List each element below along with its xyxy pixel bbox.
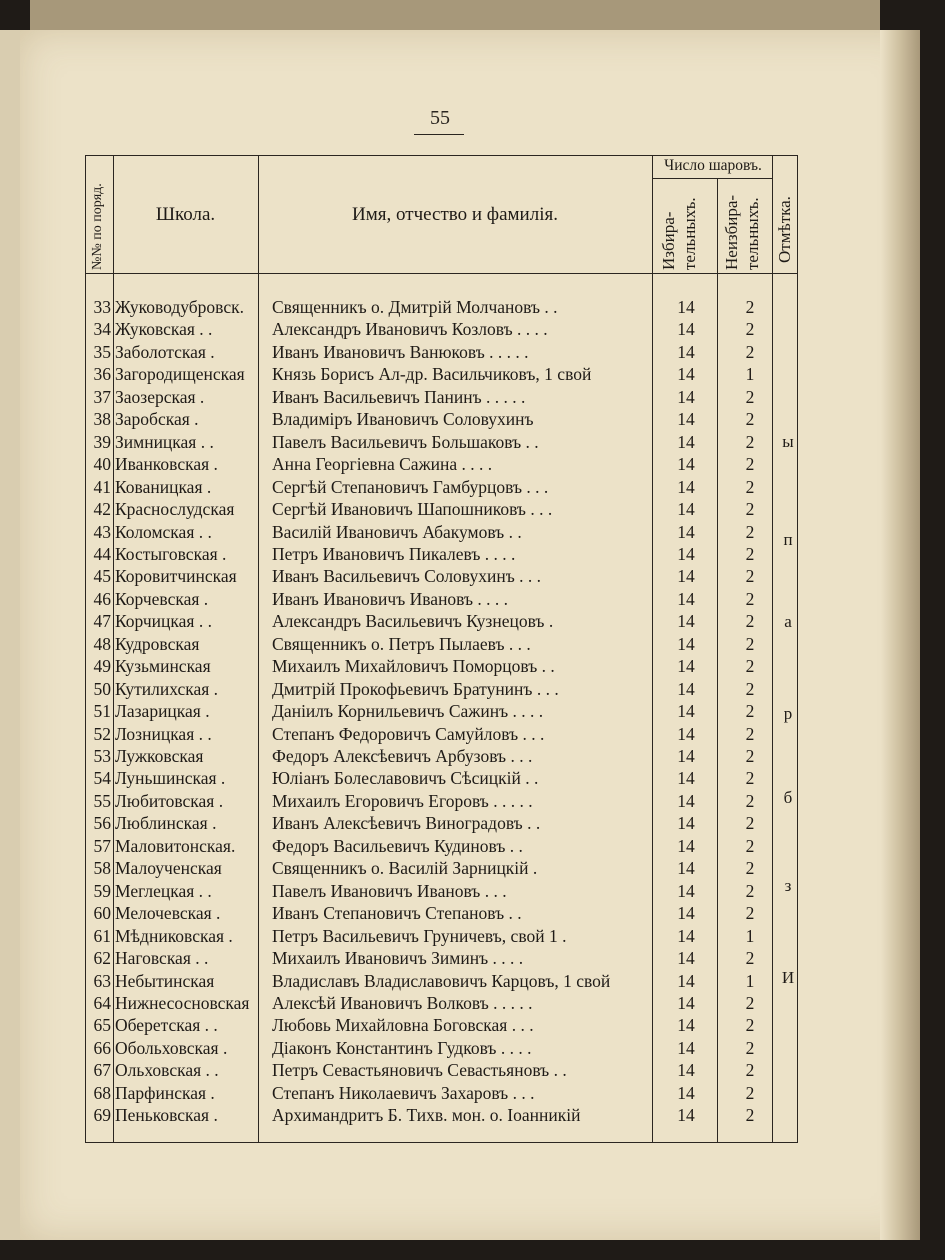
table-row (85, 431, 785, 454)
row-num: 45 (93, 566, 111, 587)
row-name: Александръ Васильевичъ Кузнецовъ . (272, 611, 554, 632)
row-electoral: 14 (677, 543, 695, 564)
header-electoral-line2: тельныхъ. (680, 197, 699, 270)
table-row (85, 476, 785, 499)
row-electoral: 14 (677, 970, 695, 991)
row-name: Князь Борисъ Ал-др. Васильчиковъ, 1 свой (272, 364, 592, 385)
row-electoral: 14 (677, 1082, 695, 1103)
row-school: Ольховская . . (115, 1060, 219, 1081)
row-num: 39 (93, 431, 111, 452)
row-electoral: 14 (677, 948, 695, 969)
row-electoral: 14 (677, 1105, 695, 1126)
row-electoral: 14 (677, 1015, 695, 1036)
note-letter: п (783, 530, 793, 549)
row-num: 41 (93, 476, 111, 497)
row-num: 68 (93, 1082, 111, 1103)
row-electoral: 14 (677, 768, 695, 789)
row-school: Меглецкая . . (115, 880, 212, 901)
table-row (85, 857, 785, 880)
row-school: Жуководубровск. (115, 297, 244, 317)
row-school: Корчевская . (115, 588, 209, 609)
row-nonelectoral: 2 (745, 543, 755, 564)
row-nonelectoral: 2 (745, 409, 755, 430)
page-number: 55 (430, 107, 450, 129)
row-electoral: 14 (677, 835, 695, 856)
row-electoral: 14 (677, 611, 695, 632)
header-nonelectoral-line1: Неизбира- (722, 194, 741, 270)
row-name: Василій Ивановичъ Абакумовъ . . (272, 521, 522, 542)
row-name: Павелъ Ивановичъ Ивановъ . . . (272, 880, 507, 901)
row-num: 35 (93, 341, 111, 362)
row-electoral: 14 (677, 588, 695, 609)
row-nonelectoral: 2 (745, 521, 755, 542)
row-num: 49 (93, 656, 111, 677)
table-row (85, 386, 785, 409)
balls-header-rule (652, 178, 772, 179)
row-name: Иванъ Ивановичъ Ивановъ . . . . (272, 588, 509, 609)
row-electoral: 14 (677, 992, 695, 1013)
row-electoral: 14 (677, 723, 695, 744)
table-row (85, 588, 785, 611)
table-row (85, 925, 785, 948)
row-electoral: 14 (677, 431, 695, 452)
note-letter: з (784, 876, 792, 895)
row-school: Кудровская (115, 633, 200, 654)
row-school: Луньшинская . (115, 768, 226, 789)
row-nonelectoral: 2 (745, 499, 755, 520)
row-num: 65 (93, 1015, 111, 1036)
header-school: Школа. (155, 204, 216, 225)
table-row (85, 543, 785, 566)
row-school: Оберетская . . (115, 1015, 218, 1036)
row-nonelectoral: 2 (745, 701, 755, 722)
row-electoral: 14 (677, 746, 695, 766)
row-num: 47 (93, 611, 111, 632)
row-nonelectoral: 2 (745, 611, 755, 632)
row-name: Священникъ о. Василій Зарницкій . (272, 858, 538, 879)
row-name: Архимандритъ Б. Тихв. мон. о. Іоанникій (272, 1105, 581, 1126)
row-name: Иванъ Алексѣевичъ Виноградовъ . . (272, 813, 541, 834)
row-name: Дмитрій Прокофьевичъ Братунинъ . . . (272, 678, 559, 699)
row-nonelectoral: 1 (745, 364, 755, 385)
row-nonelectoral: 2 (745, 835, 755, 856)
row-name: Александръ Ивановичъ Козловъ . . . . (272, 319, 548, 340)
row-school: Заозерская . (115, 386, 205, 407)
row-name: Павелъ Васильевичъ Большаковъ . . (272, 431, 539, 452)
note-letter: р (783, 704, 793, 723)
row-nonelectoral: 2 (745, 813, 755, 834)
row-num: 37 (93, 386, 111, 407)
table-row (85, 1059, 785, 1082)
header-name: Имя, отчество и фамилія. (352, 204, 558, 225)
row-name: Священникъ о. Дмитрій Молчановъ . . (272, 297, 558, 317)
row-nonelectoral: 2 (745, 678, 755, 699)
row-nonelectoral: 2 (745, 1060, 755, 1081)
row-electoral: 14 (677, 880, 695, 901)
note-letter: б (783, 788, 793, 807)
note-letter: а (784, 612, 792, 631)
row-nonelectoral: 2 (745, 746, 755, 766)
table-row (85, 1104, 785, 1127)
header-nonelectoral-line2: тельныхъ. (743, 197, 762, 270)
row-school: Мѣдниковская . (115, 925, 233, 946)
row-num: 48 (93, 633, 111, 654)
row-electoral: 14 (677, 476, 695, 497)
row-num: 43 (93, 521, 111, 542)
table-top-rule (85, 155, 797, 156)
row-school: Заробская . (115, 409, 199, 430)
row-school: Парфинская . (115, 1082, 215, 1103)
row-school: Коломская . . (115, 521, 212, 542)
row-name: Федоръ Васильевичъ Кудиновъ . . (272, 835, 523, 856)
row-num: 40 (93, 454, 111, 475)
table-bottom-rule (85, 1142, 797, 1143)
row-electoral: 14 (677, 386, 695, 407)
table-row (85, 880, 785, 903)
row-nonelectoral: 2 (745, 341, 755, 362)
row-name: Сергѣй Ивановичъ Шапошниковъ . . . (272, 499, 553, 520)
row-num: 67 (93, 1060, 111, 1081)
row-num: 53 (93, 746, 111, 766)
row-nonelectoral: 2 (745, 1105, 755, 1126)
row-school: Зимницкая . . (115, 431, 214, 452)
row-school: Нижнесосновская (115, 992, 250, 1013)
row-num: 63 (93, 970, 111, 991)
row-school: Кованицкая . (115, 476, 212, 497)
row-name: Степанъ Федоровичъ Самуйловъ . . . (272, 723, 545, 744)
row-nonelectoral: 2 (745, 566, 755, 587)
table-row (85, 341, 785, 364)
row-electoral: 14 (677, 678, 695, 699)
row-num: 34 (93, 319, 111, 340)
row-num: 59 (93, 880, 111, 901)
table-row (85, 992, 785, 1015)
row-name: Иванъ Ивановичъ Ванюковъ . . . . . (272, 341, 529, 362)
row-school: Небытинская (115, 970, 215, 991)
table-row (85, 790, 785, 813)
row-nonelectoral: 2 (745, 858, 755, 879)
row-num: 50 (93, 678, 111, 699)
row-name: Петръ Ивановичъ Пикалевъ . . . . (272, 543, 516, 564)
table-row (85, 970, 785, 993)
row-nonelectoral: 2 (745, 431, 755, 452)
row-school: Лозницкая . . (115, 723, 212, 744)
row-num: 56 (93, 813, 111, 834)
row-num: 64 (93, 992, 111, 1013)
row-school: Кутилихская . (115, 678, 219, 699)
row-school: Заболотская . (115, 341, 215, 362)
row-nonelectoral: 2 (745, 588, 755, 609)
header-electoral-line1: Избира- (659, 211, 678, 270)
table-row (85, 408, 785, 431)
row-num: 66 (93, 1037, 111, 1058)
header-note: Отмѣтка. (775, 196, 794, 263)
row-nonelectoral: 2 (745, 297, 755, 317)
col-rule-right (797, 155, 798, 1143)
row-num: 51 (93, 701, 111, 722)
row-school: Мелочевская . (115, 903, 221, 924)
row-name: Даніилъ Корнильевичъ Сажинъ . . . . (272, 701, 544, 722)
row-school: Коровитчинская (115, 566, 237, 587)
row-electoral: 14 (677, 858, 695, 879)
row-nonelectoral: 2 (745, 476, 755, 497)
table-row (85, 318, 785, 341)
header-bottom-rule (85, 273, 797, 274)
row-name: Владиміръ Ивановичъ Соловухинъ (272, 409, 534, 430)
row-nonelectoral: 2 (745, 386, 755, 407)
row-electoral: 14 (677, 656, 695, 677)
row-nonelectoral: 2 (745, 948, 755, 969)
row-electoral: 14 (677, 521, 695, 542)
row-school: Костыговская . (115, 543, 227, 564)
row-electoral: 14 (677, 903, 695, 924)
row-name: Юліанъ Болеславовичъ Сѣсицкій . . (272, 768, 539, 789)
table-row (85, 633, 785, 656)
row-electoral: 14 (677, 454, 695, 475)
table-row (85, 767, 785, 790)
row-num: 38 (93, 409, 111, 430)
row-name: Анна Георгіевна Сажина . . . . (272, 454, 493, 475)
table-row (85, 700, 785, 723)
table-row (85, 723, 785, 746)
row-name: Сергѣй Степановичъ Гамбурцовъ . . . (272, 476, 549, 497)
note-letter: ы (782, 432, 794, 451)
row-nonelectoral: 2 (745, 768, 755, 789)
table-row (85, 521, 785, 544)
table-row (85, 565, 785, 588)
row-electoral: 14 (677, 364, 695, 385)
row-num: 61 (93, 925, 111, 946)
row-name: Иванъ Степановичъ Степановъ . . (272, 903, 522, 924)
row-num: 52 (93, 723, 111, 744)
row-school: Лазарицкая . (115, 701, 210, 722)
row-num: 46 (93, 588, 111, 609)
header-electoral (658, 197, 700, 270)
row-electoral: 14 (677, 297, 695, 317)
header-num: №№ по поряд. (90, 183, 105, 270)
table-row (85, 902, 785, 925)
row-electoral: 14 (677, 633, 695, 654)
row-num: 36 (93, 364, 111, 385)
row-nonelectoral: 2 (745, 723, 755, 744)
table-row (85, 678, 785, 701)
row-num: 60 (93, 903, 111, 924)
table-row (85, 1082, 785, 1105)
row-school: Наговская . . (115, 948, 209, 969)
table-row (85, 363, 785, 386)
table-row (85, 453, 785, 476)
row-num: 62 (93, 948, 111, 969)
row-name: Священникъ о. Петръ Пылаевъ . . . (272, 633, 531, 654)
row-nonelectoral: 2 (745, 319, 755, 340)
row-electoral: 14 (677, 701, 695, 722)
row-school: Пеньковская . (115, 1105, 218, 1126)
row-name: Михаилъ Егоровичъ Егоровъ . . . . . (272, 790, 533, 811)
table-row (85, 812, 785, 835)
row-nonelectoral: 1 (745, 970, 755, 991)
row-school: Маловитонская. (115, 835, 236, 856)
row-name: Петръ Севастьяновичъ Севастьяновъ . . (272, 1060, 567, 1081)
row-name: Иванъ Васильевичъ Панинъ . . . . . (272, 386, 526, 407)
row-electoral: 14 (677, 925, 695, 946)
row-electoral: 14 (677, 341, 695, 362)
row-electoral: 14 (677, 319, 695, 340)
row-name: Діаконъ Константинъ Гудковъ . . . . (272, 1037, 532, 1058)
table-row (85, 1037, 785, 1060)
row-name: Иванъ Васильевичъ Соловухинъ . . . (272, 566, 542, 587)
row-name: Михаилъ Ивановичъ Зиминъ . . . . (272, 948, 524, 969)
row-name: Степанъ Николаевичъ Захаровъ . . . (272, 1082, 535, 1103)
row-num: 44 (93, 543, 111, 564)
row-name: Петръ Васильевичъ Груничевъ, свой 1 . (272, 925, 567, 946)
row-num: 55 (93, 790, 111, 811)
row-nonelectoral: 2 (745, 633, 755, 654)
row-nonelectoral: 2 (745, 1037, 755, 1058)
row-school: Краснослудская (115, 499, 235, 520)
row-nonelectoral: 2 (745, 880, 755, 901)
row-electoral: 14 (677, 566, 695, 587)
row-school: Кузьминская (115, 656, 211, 677)
table-row (85, 296, 785, 319)
table-row (85, 947, 785, 970)
row-nonelectoral: 2 (745, 903, 755, 924)
table-row (85, 655, 785, 678)
table-row (85, 610, 785, 633)
row-school: Иванковская . (115, 454, 218, 475)
row-electoral: 14 (677, 499, 695, 520)
row-school: Корчицкая . . (115, 611, 212, 632)
header-nonelectoral (721, 195, 763, 270)
row-nonelectoral: 2 (745, 790, 755, 811)
row-name: Любовь Михайловна Боговская . . . (272, 1015, 534, 1036)
table-row (85, 1014, 785, 1037)
row-num: 33 (93, 297, 111, 317)
note-letter: И (781, 968, 795, 987)
row-nonelectoral: 2 (745, 1015, 755, 1036)
row-electoral: 14 (677, 409, 695, 430)
row-nonelectoral: 2 (745, 1082, 755, 1103)
table-row (85, 498, 785, 521)
row-name: Алексѣй Ивановичъ Волковъ . . . . . (272, 992, 533, 1013)
row-num: 57 (93, 835, 111, 856)
row-num: 69 (93, 1105, 111, 1126)
row-name: Федоръ Алексѣевичъ Арбузовъ . . . (272, 746, 533, 766)
table-row (85, 835, 785, 858)
row-school: Обольховская . (115, 1037, 228, 1058)
header-balls: Число шаровъ. (664, 157, 762, 174)
row-electoral: 14 (677, 1060, 695, 1081)
row-school: Люблинская . (115, 813, 217, 834)
table-row (85, 745, 785, 768)
row-school: Малоученская (115, 858, 222, 879)
row-electoral: 14 (677, 1037, 695, 1058)
row-num: 42 (93, 499, 111, 520)
row-num: 54 (93, 768, 111, 789)
row-nonelectoral: 2 (745, 656, 755, 677)
row-nonelectoral: 2 (745, 992, 755, 1013)
row-name: Михаилъ Михайловичъ Поморцовъ . . (272, 656, 555, 677)
row-school: Лужковская (115, 746, 204, 766)
row-nonelectoral: 1 (745, 925, 755, 946)
row-nonelectoral: 2 (745, 454, 755, 475)
row-num: 58 (93, 858, 111, 879)
row-electoral: 14 (677, 790, 695, 811)
row-school: Любитовская . (115, 790, 224, 811)
row-electoral: 14 (677, 813, 695, 834)
row-name: Владиславъ Владиславовичъ Карцовъ, 1 свой (272, 970, 611, 991)
row-school: Загородищенская (115, 364, 245, 385)
row-school: Жуковская . . (115, 319, 213, 340)
